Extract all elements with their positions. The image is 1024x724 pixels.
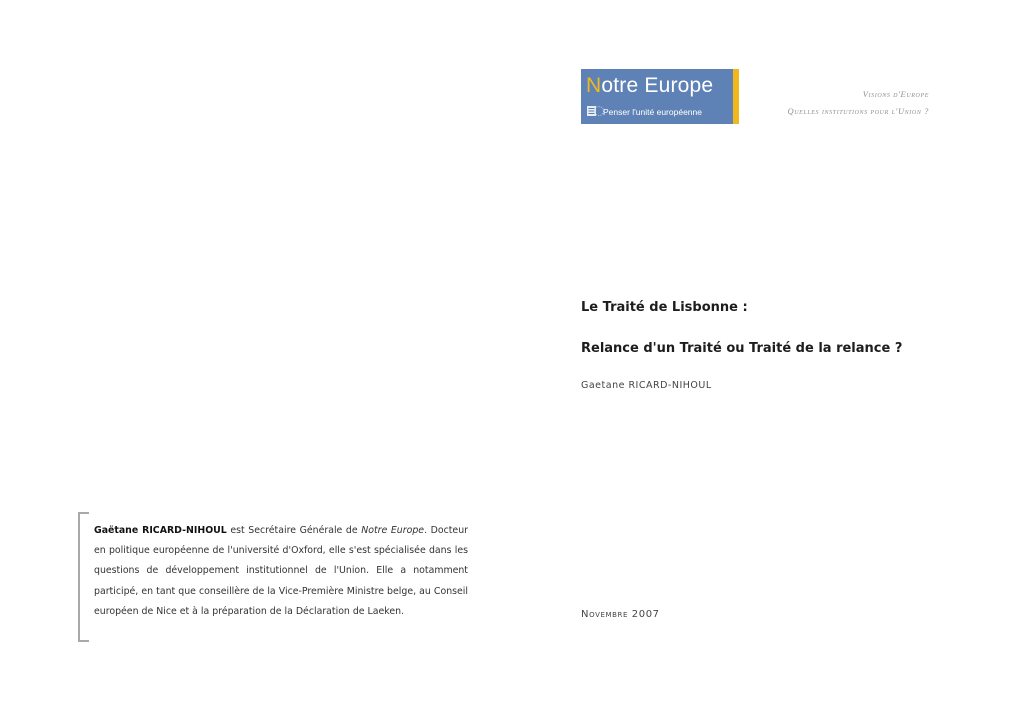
logo-accent-bar: [733, 69, 739, 124]
document-subtitle: Relance d'un Traité ou Traité de la relance ?: [581, 341, 903, 356]
bio-text-part1: est Secrétaire Générale de: [226, 525, 362, 536]
author-biography: [94, 521, 468, 622]
publication-date: Novembre 2007: [581, 609, 660, 620]
bio-organization: Notre Europe: [361, 525, 425, 536]
document-title: Le Traité de Lisbonne :: [581, 300, 748, 315]
series-heading: [787, 89, 929, 123]
author-name: Gaetane RICARD-NIHOUL: [581, 380, 712, 391]
logo-name-initial: N: [586, 74, 602, 97]
logo-tagline: Penser l'unité européenne: [603, 107, 702, 117]
logo-name: [586, 74, 713, 98]
bio-author-name: Gaëtane RICARD-NIHOUL: [94, 525, 227, 536]
series-subtitle: Quelles institutions pour l'Union ?: [787, 106, 929, 116]
notre-europe-logo: [581, 69, 739, 124]
bio-bracket: [78, 512, 89, 642]
series-title: Visions d'Europe: [862, 89, 929, 99]
bio-text-part2: . Docteur en politique européenne de l'université d'Oxford, elle s'est spécialisée dans les questions de développement institutionnel de l'Union. Elle a notamment participé, en tant que conseillère de la Vice-Première Ministre belge, au Conseil européen de Nice et à la préparation de la Déclaration de Laeken.: [94, 525, 468, 617]
logo-name-rest: otre Europe: [601, 74, 714, 97]
